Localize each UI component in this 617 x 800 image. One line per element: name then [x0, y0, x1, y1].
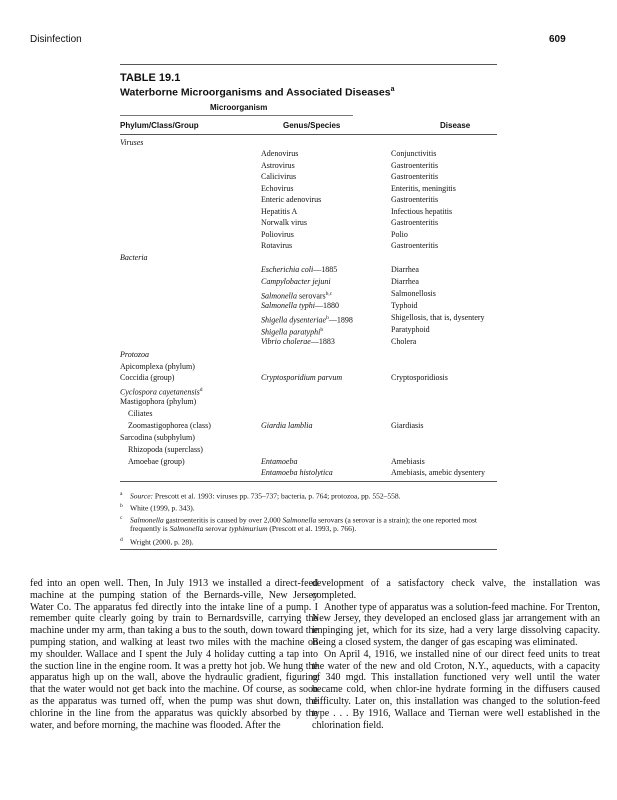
genus-cell: Astrovirus: [261, 160, 295, 170]
genus-cell: Entamoeba: [261, 457, 298, 466]
genus-cell: Poliovirus: [261, 229, 294, 239]
body-paragraph: On April 4, 1916, we installed nine of our direct feed units to treat the water of the new and old Croton, N.Y., aqueducts, with a capacity of 340 mgd. This installation functioned very well until the water became cold, when chlor-ine hydrate forming in the diffusers caused difficulty. Later on, this installation was changed to the solution-feed type . . . By 1916, Wallace and Tiernan were well established in the chlorination field.: [312, 648, 600, 731]
disease-cell: Salmonellosis: [391, 289, 436, 298]
disease-cell: Giardiasis: [391, 421, 424, 430]
phylum-cell: Amoebae (group): [128, 457, 185, 466]
disease-cell: Gastroenteritis: [391, 195, 439, 204]
phylum-cell: Apicomplexa (phylum): [120, 362, 195, 371]
disease-cell: Cryptosporidiosis: [391, 373, 448, 382]
disease-cell: Polio: [391, 229, 408, 239]
col-header-phylum: Phylum/Class/Group: [120, 121, 199, 130]
genus-cell: Calicivirus: [261, 172, 297, 181]
disease-cell: Gastroenteritis: [391, 160, 439, 170]
table-label: TABLE 19.1: [120, 72, 181, 84]
disease-cell: Amebiasis: [391, 457, 425, 466]
group-header-rule: [120, 115, 353, 116]
genus-cell: Shigella paratyphi$^b$: [261, 327, 324, 337]
genus-cell: Vibrio cholerae—1883: [261, 337, 335, 346]
disease-cell: Cholera: [391, 337, 417, 346]
genus-cell: Shigella dysenteriae$^b$—1898: [261, 315, 353, 325]
category-viruses: Viruses: [120, 138, 144, 147]
phylum-cell: Zoomastigophorea (class): [128, 421, 211, 430]
genus-cell: Echovirus: [261, 183, 294, 193]
disease-cell: Amebiasis, amebic dysentery: [391, 468, 485, 477]
disease-cell: Conjunctivitis: [391, 149, 437, 158]
phylum-cell: Ciliates: [128, 409, 153, 418]
category-bacteria: Bacteria: [120, 253, 148, 262]
footnote-c-cont: frequently is Salmonella serovar typhimurium (Prescott et al. 1993, p. 766).: [130, 524, 357, 533]
genus-cell: Escherichia coli—1885: [261, 265, 338, 274]
genus-cell: Enteric adenovirus: [261, 195, 322, 204]
genus-cell: Entamoeba histolytica: [261, 468, 333, 477]
genus-cell: Salmonella typhi—1880: [261, 301, 339, 310]
phylum-cell: Cyclospora cayetanensis$^d$: [120, 387, 203, 397]
footnote-b: $^b$ White (1999, p. 343).: [120, 503, 195, 513]
genus-cell: Giardia lamblia: [261, 421, 313, 430]
disease-cell: Diarrhea: [391, 265, 419, 274]
body-column-right: [312, 578, 600, 731]
genus-cell: Salmonella serovars$^{b,c}$: [261, 291, 333, 301]
footnote-c: $^c$ Salmonella gastroenteritis is caused by over 2,000 Salmonella serovars (a serovar is a strain); the one reported most: [120, 515, 478, 525]
footnote-d: $^d$ Wright (2000, p. 28).: [120, 537, 194, 547]
genus-cell: Rotavirus: [261, 241, 293, 250]
disease-cell: Enteritis, meningitis: [391, 183, 456, 193]
table-top-rule: [120, 64, 497, 65]
disease-cell: Gastroenteritis: [391, 241, 439, 250]
col-header-genus: Genus/Species: [283, 121, 341, 130]
disease-cell: Gastroenteritis: [391, 172, 439, 181]
genus-cell: Hepatitis A: [261, 206, 298, 216]
disease-cell: Diarrhea: [391, 277, 419, 286]
disease-cell: Shigellosis, that is, dysentery: [391, 313, 485, 322]
genus-cell: Campylobacter jejuni: [261, 277, 331, 286]
genus-cell: Cryptosporidium parvum: [261, 373, 343, 382]
disease-cell: Infectious hepatitis: [391, 206, 453, 216]
phylum-cell: Sarcodina (subphylum): [120, 433, 195, 442]
table-title: Waterborne Microorganisms and Associated Diseases$^a$: [120, 86, 395, 99]
genus-cell: Adenovirus: [261, 149, 299, 158]
body-column-left: [30, 578, 318, 731]
category-protozoa: Protozoa: [120, 350, 150, 359]
page-number: 609: [549, 34, 566, 45]
running-head: Disinfection: [30, 34, 82, 45]
body-paragraph: development of a satisfactory check valve, the installation was completed.: [312, 578, 600, 601]
phylum-cell: Coccidia (group): [120, 373, 175, 382]
disease-cell: Typhoid: [391, 301, 418, 310]
footnote-a: $^a$ Source: Prescott et al. 1993: viruses pp. 735–737; bacteria, p. 764; protozoa, pp. 552–558.: [120, 491, 401, 501]
disease-cell: Gastroenteritis: [391, 218, 439, 227]
footnote-rule: [120, 549, 497, 550]
phylum-cell: Rhizopoda (superclass): [128, 445, 203, 454]
col-header-disease: Disease: [440, 121, 471, 130]
phylum-cell: Mastigophora (phylum): [120, 397, 197, 406]
genus-cell: Norwalk virus: [261, 218, 307, 227]
group-header: Microorganism: [210, 103, 268, 112]
header-rule: [120, 134, 497, 135]
disease-cell: Paratyphoid: [391, 325, 430, 334]
body-paragraph: Another type of apparatus was a solution-feed machine. For Trenton, New Jersey, they developed an enclosed glass jar arrangement with an impinging jet, which for its size, had a very large dissolving capacity. Being a closed system, the danger of gas escaping was eliminated.: [312, 601, 600, 648]
body-paragraph: fed into an open well. Then, In July 1913 we installed a direct-feed machine at the pumping station of the Bernards-ville, New Jersey Water Co. The apparatus fed directly into the intake line of a pump. I remember quite clearly going by train to Bernardsville, carrying the machine under my arm, than taking a bus to the south, down toward the pumping station, and walking at least two miles with the machine on my shoulder. Wallace and I spent the July 4 holiday cutting a tap into the suction line in the engine room. It was a pretty hot job. We hung the apparatus high up on the wall, above the hydraulic gradient, figuring that the water would not get back into the machine. Of course, as soon as the apparatus was turned off, when the pump was shut down, the chlorine in the line from the apparatus was quickly absorbed by the water, and before morning, the machine was flooded. After the: [30, 578, 318, 731]
table-bottom-rule: [120, 481, 497, 482]
